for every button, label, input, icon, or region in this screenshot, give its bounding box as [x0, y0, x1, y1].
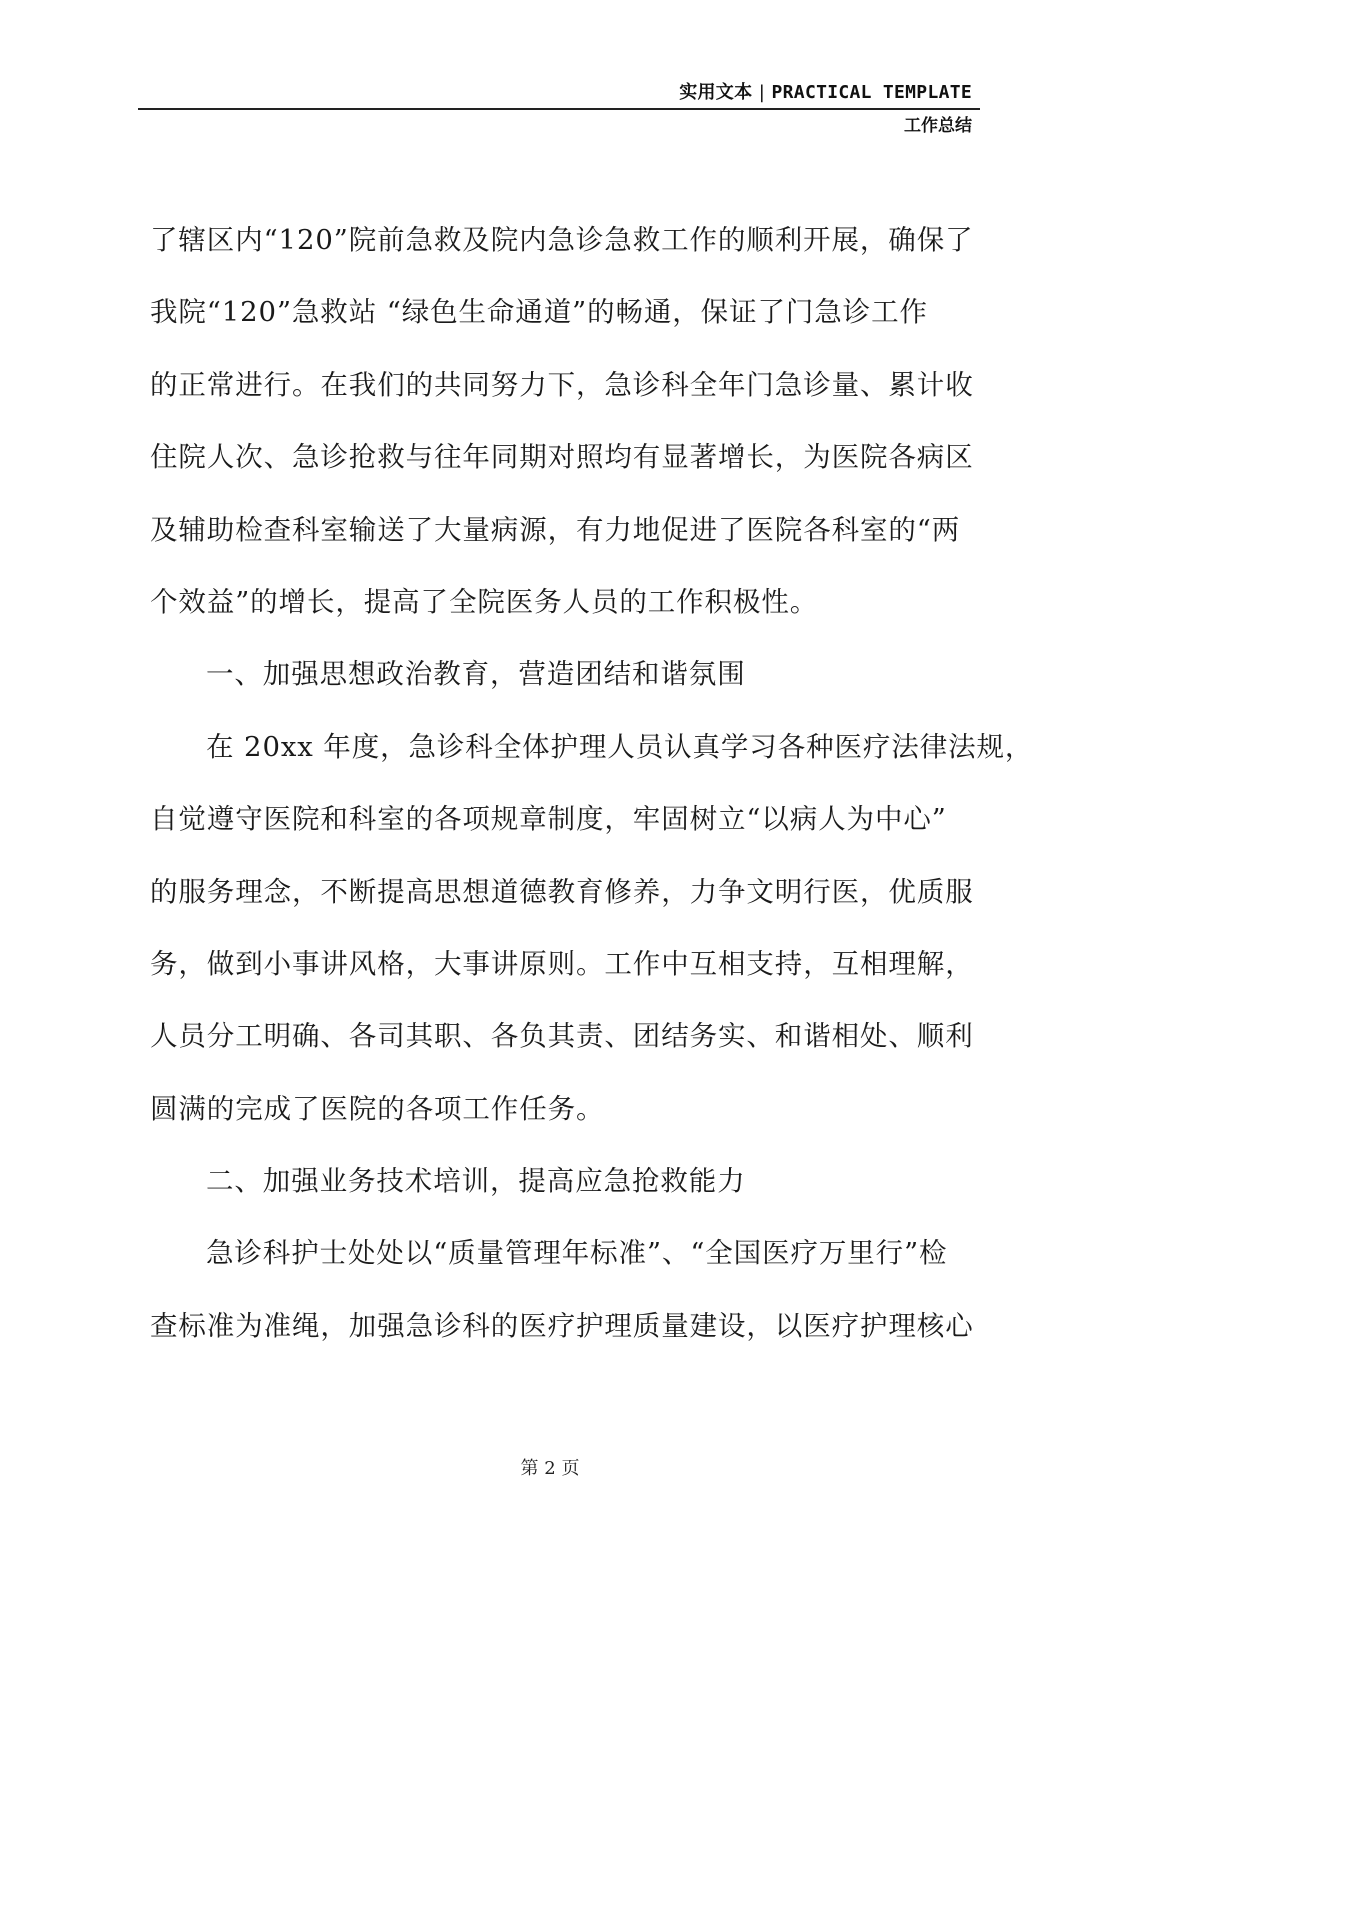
- page-header: [138, 80, 980, 138]
- text-line: 个效益”的增长，提高了全院医务人员的工作积极性。: [150, 585, 819, 618]
- text-line: 的正常进行。在我们的共同努力下，急诊科全年门急诊量、累计收: [150, 368, 974, 401]
- text-line: 的服务理念，不断提高思想道德教育修养，力争文明行医，优质服: [150, 875, 974, 908]
- text-line: 及辅助检查科室输送了大量病源，有力地促进了医院各科室的“两: [150, 513, 961, 546]
- text-line: 人员分工明确、各司其职、各负其责、团结务实、和谐相处、顺利: [150, 1020, 974, 1053]
- section-heading: 一、加强思想政治教育，营造团结和谐氛围: [206, 658, 746, 691]
- header-subtitle: 工作总结: [904, 116, 972, 136]
- text-line: 了辖区内“120”院前急救及院内急诊急救工作的顺利开展，确保了: [150, 224, 974, 256]
- header-right-label: PRACTICAL TEMPLATE: [771, 82, 972, 103]
- text-line: 圆满的完成了医院的各项工作任务。: [150, 1092, 605, 1125]
- page-number: 第 2 页: [520, 1458, 580, 1479]
- text-line: 我院“120”急救站 “绿色生命通道”的畅通，保证了门急诊工作: [150, 296, 928, 329]
- text-line: 住院人次、急诊抢救与往年同期对照均有显著增长，为医院各病区: [150, 441, 974, 474]
- body-text: [150, 204, 1034, 1362]
- text-line: 在 20xx 年度，急诊科全体护理人员认真学习各种医疗法律法规，: [206, 730, 1034, 763]
- header-title-line: [138, 80, 980, 106]
- section-heading: 二、加强业务技术培训，提高应急抢救能力: [206, 1165, 746, 1198]
- text-line: 查标准为准绳，加强急诊科的医疗护理质量建设，以医疗护理核心: [150, 1309, 974, 1342]
- header-separator: |: [756, 82, 768, 103]
- text-line: 急诊科护士处处以“质量管理年标准”、“全国医疗万里行”检: [206, 1237, 948, 1270]
- header-rule: [138, 108, 980, 110]
- text-line: 务，做到小事讲风格，大事讲原则。工作中互相支持，互相理解，: [150, 947, 974, 980]
- text-line: 自觉遵守医院和科室的各项规章制度，牢固树立“以病人为中心”: [150, 803, 947, 836]
- header-left-label: 实用文本: [679, 82, 753, 103]
